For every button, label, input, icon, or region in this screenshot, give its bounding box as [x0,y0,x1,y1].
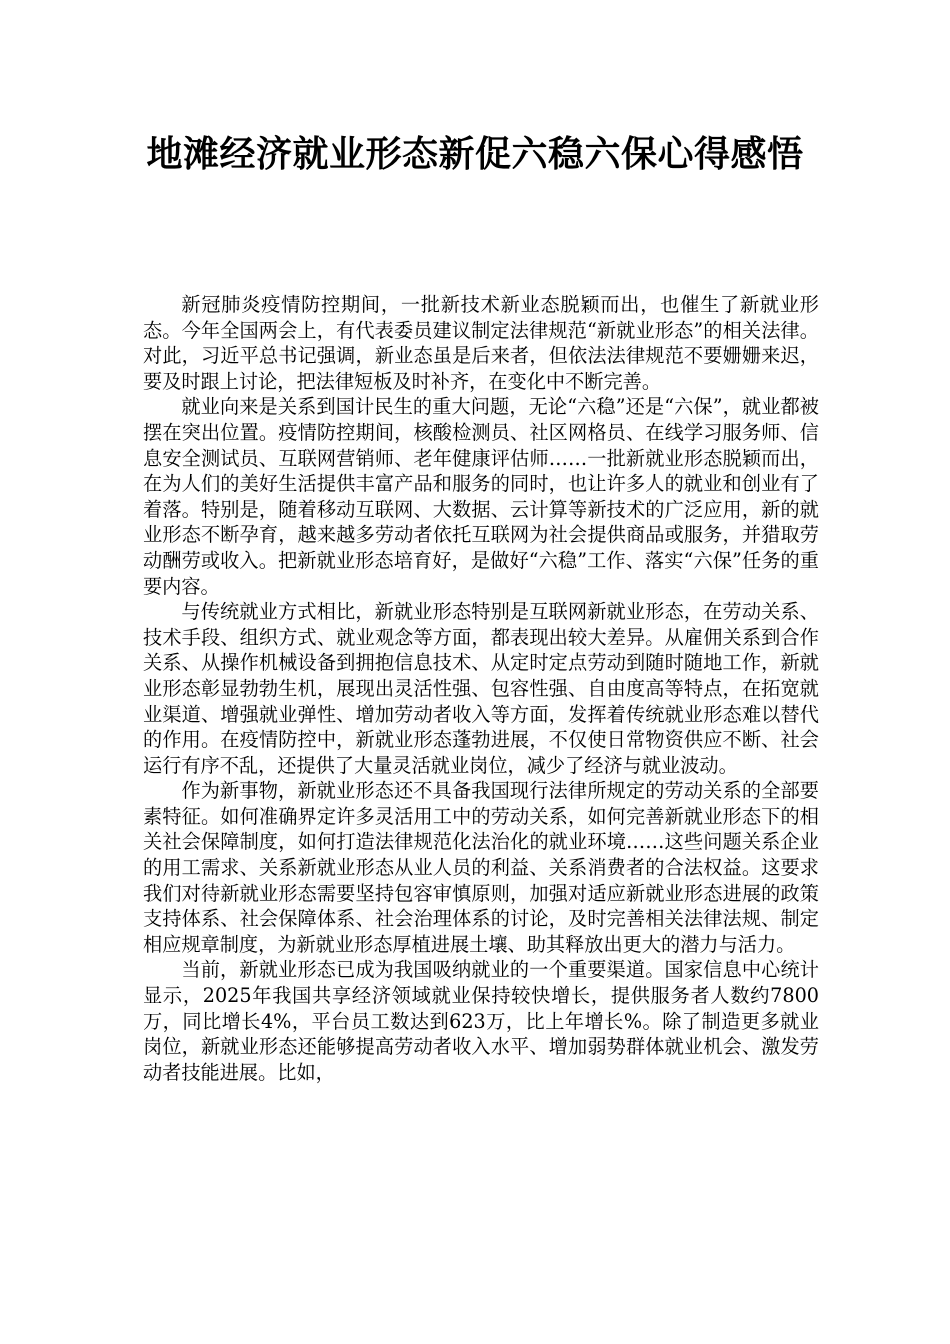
paragraph-1: 新冠肺炎疫情防控期间，一批新技术新业态脱颖而出，也催生了新就业形态。今年全国两会上，有代表委员建议制定法律规范“新就业形态”的相关法律。对此，习近平总书记强调，新业态虽是后来者，但依法法律规范不要姗姗来迟，要及时跟上讨论，把法律短板及时补齐，在变化中不断完善。 [143,293,819,393]
document-title: 地滩经济就业形态新促六稳六保心得感悟 [146,134,804,175]
paragraph-4: 作为新事物，新就业形态还不具备我国现行法律所规定的劳动关系的全部要素特征。如何准确界定许多灵活用工中的劳动关系，如何完善新就业形态下的相关社会保障制度，如何打造法律规范化法治化的就业环境……这些问题关系企业的用工需求、关系新就业形态从业人员的利益、关系消费者的合法权益。这要求我们对待新就业形态需要坚持包容审慎原则，加强对适应新就业形态进展的政策支持体系、社会保障体系、社会治理体系的讨论，及时完善相关法律法规、制定相应规章制度，为新就业形态厚植进展土壤、助其释放出更大的潜力与活力。 [143,779,819,956]
paragraph-2: 就业向来是关系到国计民生的重大问题，无论“六稳”还是“六保”，就业都被摆在突出位置。疫情防控期间，核酸检测员、社区网格员、在线学习服务师、信息安全测试员、互联网营销师、老年健康评估师……一批新就业形态脱颖而出，在为人们的美好生活提供丰富产品和服务的同时，也让许多人的就业和创业有了着落。特别是，随着移动互联网、大数据、云计算等新技术的广泛应用，新的就业形态不断孕育，越来越多劳动者依托互联网为社会提供商品或服务，并猎取劳动酬劳或收入。把新就业形态培育好，是做好“六稳”工作、落实“六保”任务的重要内容。 [143,395,819,598]
paragraph-3: 与传统就业方式相比，新就业形态特别是互联网新就业形态，在劳动关系、技术手段、组织方式、就业观念等方面，都表现出较大差异。从雇佣关系到合作关系、从操作机械设备到拥抱信息技术、从定时定点劳动到随时随地工作，新就业形态彰显勃勃生机，展现出灵活性强、包容性强、自由度高等特点，在拓宽就业渠道、增强就业弹性、增加劳动者收入等方面，发挥着传统就业形态难以替代的作用。在疫情防控中，新就业形态蓬勃进展，不仅使日常物资供应不断、社会运行有序不乱，还提供了大量灵活就业岗位，减少了经济与就业波动。 [143,600,819,777]
paragraph-5: 当前，新就业形态已成为我国吸纳就业的一个重要渠道。国家信息中心统计显示，2025年我国共享经济领域就业保持较快增长，提供服务者人数约7800万，同比增长4%，平台员工数达到623万，比上年增长%。除了制造更多就业岗位，新就业形态还能够提高劳动者收入水平、增加弱势群体就业机会、激发劳动者技能进展。比如， [143,958,819,1084]
document-body [143,292,819,1085]
